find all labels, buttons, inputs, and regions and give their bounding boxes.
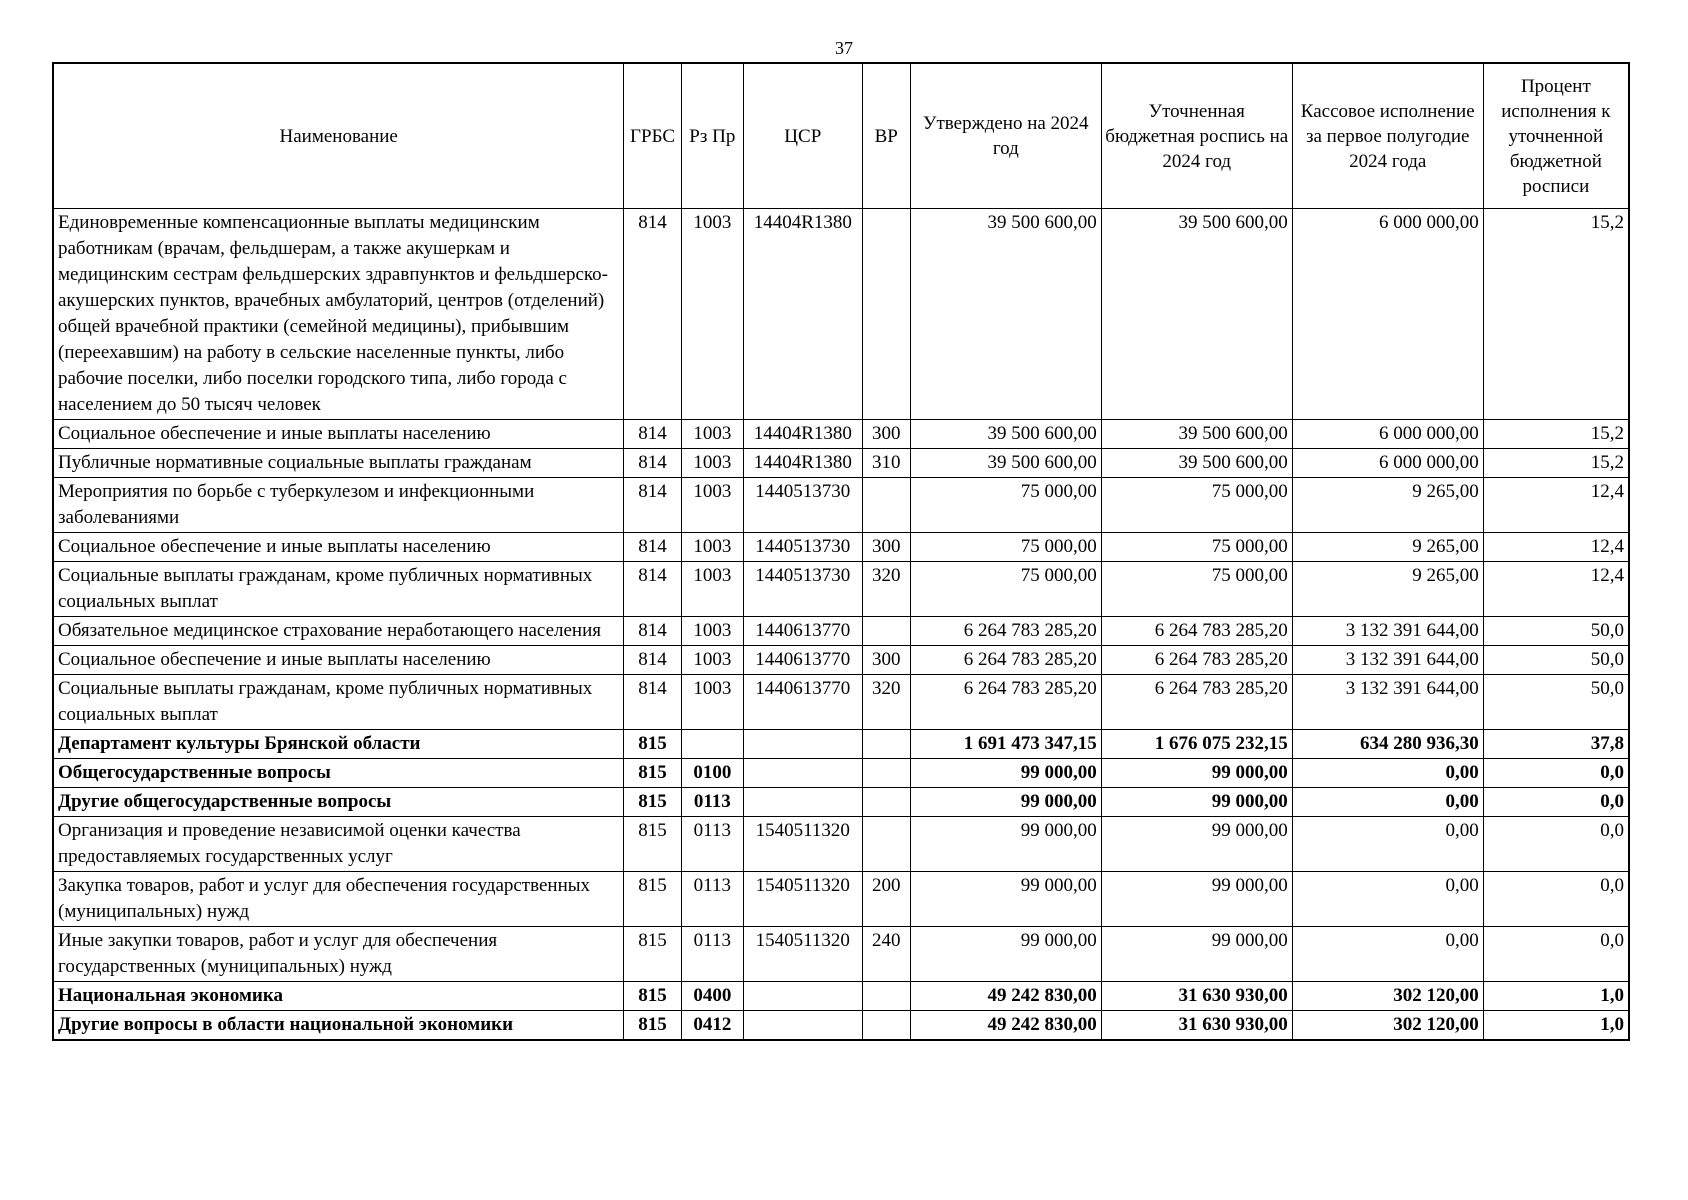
cell-cash: 3 132 391 644,00 xyxy=(1292,675,1483,730)
cell-refined: 6 264 783 285,20 xyxy=(1101,646,1292,675)
cell-cash: 634 280 936,30 xyxy=(1292,730,1483,759)
cell-vr xyxy=(862,617,910,646)
cell-csr: 1540511320 xyxy=(743,817,862,872)
cell-rzpr xyxy=(681,730,743,759)
cell-csr: 14404R1380 xyxy=(743,449,862,478)
table-row xyxy=(53,788,1629,817)
cell-rzpr: 1003 xyxy=(681,617,743,646)
cell-rzpr: 1003 xyxy=(681,562,743,617)
header-rzpr: Рз Пр xyxy=(681,63,743,209)
cell-vr: 310 xyxy=(862,449,910,478)
cell-cash: 9 265,00 xyxy=(1292,533,1483,562)
cell-percent: 0,0 xyxy=(1483,872,1629,927)
budget-table xyxy=(52,62,1630,1041)
cell-approved: 49 242 830,00 xyxy=(910,982,1101,1011)
table-row xyxy=(53,562,1629,617)
cell-grbs: 815 xyxy=(624,982,681,1011)
cell-percent: 1,0 xyxy=(1483,982,1629,1011)
cell-cash: 0,00 xyxy=(1292,788,1483,817)
cell-cash: 0,00 xyxy=(1292,927,1483,982)
table-row xyxy=(53,646,1629,675)
cell-name: Общегосударственные вопросы xyxy=(53,759,624,788)
table-row xyxy=(53,533,1629,562)
cell-cash: 9 265,00 xyxy=(1292,562,1483,617)
cell-csr xyxy=(743,788,862,817)
cell-csr: 1540511320 xyxy=(743,872,862,927)
cell-vr xyxy=(862,1011,910,1041)
header-csr: ЦСР xyxy=(743,63,862,209)
cell-refined: 75 000,00 xyxy=(1101,533,1292,562)
cell-percent: 0,0 xyxy=(1483,817,1629,872)
table-row xyxy=(53,675,1629,730)
cell-grbs: 814 xyxy=(624,420,681,449)
cell-name: Иные закупки товаров, работ и услуг для обеспечения государственных (муниципальных) нужд xyxy=(53,927,624,982)
cell-percent: 12,4 xyxy=(1483,533,1629,562)
cell-rzpr: 0113 xyxy=(681,927,743,982)
cell-grbs: 815 xyxy=(624,1011,681,1041)
cell-name: Мероприятия по борьбе с туберкулезом и инфекционными заболеваниями xyxy=(53,478,624,533)
cell-cash: 302 120,00 xyxy=(1292,982,1483,1011)
cell-cash: 6 000 000,00 xyxy=(1292,449,1483,478)
cell-percent: 12,4 xyxy=(1483,562,1629,617)
header-cash: Кассовое исполнение за первое полугодие 2024 года xyxy=(1292,63,1483,209)
cell-refined: 99 000,00 xyxy=(1101,788,1292,817)
cell-csr: 1440513730 xyxy=(743,562,862,617)
header-percent: Процент исполнения к уточненной бюджетной росписи xyxy=(1483,63,1629,209)
cell-refined: 6 264 783 285,20 xyxy=(1101,675,1292,730)
cell-percent: 0,0 xyxy=(1483,927,1629,982)
cell-rzpr: 1003 xyxy=(681,646,743,675)
cell-csr: 14404R1380 xyxy=(743,420,862,449)
cell-percent: 50,0 xyxy=(1483,675,1629,730)
cell-name: Публичные нормативные социальные выплаты гражданам xyxy=(53,449,624,478)
cell-approved: 6 264 783 285,20 xyxy=(910,617,1101,646)
cell-vr xyxy=(862,817,910,872)
cell-approved: 75 000,00 xyxy=(910,562,1101,617)
cell-grbs: 814 xyxy=(624,562,681,617)
cell-approved: 39 500 600,00 xyxy=(910,449,1101,478)
cell-refined: 31 630 930,00 xyxy=(1101,982,1292,1011)
cell-approved: 1 691 473 347,15 xyxy=(910,730,1101,759)
cell-rzpr: 1003 xyxy=(681,449,743,478)
cell-percent: 15,2 xyxy=(1483,449,1629,478)
table-row xyxy=(53,759,1629,788)
cell-name: Социальные выплаты гражданам, кроме публичных нормативных социальных выплат xyxy=(53,675,624,730)
cell-vr: 200 xyxy=(862,872,910,927)
cell-approved: 49 242 830,00 xyxy=(910,1011,1101,1041)
cell-name: Другие общегосударственные вопросы xyxy=(53,788,624,817)
cell-csr: 1440513730 xyxy=(743,478,862,533)
cell-csr xyxy=(743,982,862,1011)
cell-name: Закупка товаров, работ и услуг для обеспечения государственных (муниципальных) нужд xyxy=(53,872,624,927)
cell-grbs: 814 xyxy=(624,478,681,533)
cell-percent: 50,0 xyxy=(1483,646,1629,675)
cell-refined: 39 500 600,00 xyxy=(1101,420,1292,449)
cell-name: Социальное обеспечение и иные выплаты населению xyxy=(53,533,624,562)
cell-approved: 6 264 783 285,20 xyxy=(910,646,1101,675)
header-name: Наименование xyxy=(53,63,624,209)
cell-approved: 75 000,00 xyxy=(910,478,1101,533)
cell-cash: 6 000 000,00 xyxy=(1292,420,1483,449)
cell-name: Другие вопросы в области национальной экономики xyxy=(53,1011,624,1041)
cell-rzpr: 0113 xyxy=(681,817,743,872)
cell-approved: 99 000,00 xyxy=(910,788,1101,817)
cell-vr: 320 xyxy=(862,562,910,617)
cell-csr: 1440513730 xyxy=(743,533,862,562)
cell-vr xyxy=(862,982,910,1011)
cell-csr: 1440613770 xyxy=(743,675,862,730)
cell-vr: 240 xyxy=(862,927,910,982)
cell-grbs: 814 xyxy=(624,646,681,675)
cell-vr xyxy=(862,478,910,533)
cell-cash: 3 132 391 644,00 xyxy=(1292,646,1483,675)
cell-vr xyxy=(862,759,910,788)
cell-vr: 300 xyxy=(862,646,910,675)
header-refined: Уточненная бюджетная роспись на 2024 год xyxy=(1101,63,1292,209)
cell-name: Департамент культуры Брянской области xyxy=(53,730,624,759)
table-row xyxy=(53,617,1629,646)
cell-grbs: 815 xyxy=(624,817,681,872)
cell-csr: 1440613770 xyxy=(743,617,862,646)
cell-grbs: 815 xyxy=(624,872,681,927)
cell-grbs: 814 xyxy=(624,209,681,420)
table-row xyxy=(53,1011,1629,1041)
cell-vr: 320 xyxy=(862,675,910,730)
cell-refined: 1 676 075 232,15 xyxy=(1101,730,1292,759)
cell-rzpr: 1003 xyxy=(681,478,743,533)
cell-vr xyxy=(862,788,910,817)
cell-csr xyxy=(743,730,862,759)
cell-refined: 39 500 600,00 xyxy=(1101,449,1292,478)
table-row xyxy=(53,927,1629,982)
cell-name: Социальные выплаты гражданам, кроме публичных нормативных социальных выплат xyxy=(53,562,624,617)
cell-approved: 99 000,00 xyxy=(910,872,1101,927)
cell-percent: 1,0 xyxy=(1483,1011,1629,1041)
cell-approved: 99 000,00 xyxy=(910,759,1101,788)
header-approved: Утверждено на 2024 год xyxy=(910,63,1101,209)
cell-percent: 0,0 xyxy=(1483,759,1629,788)
cell-name: Социальное обеспечение и иные выплаты населению xyxy=(53,646,624,675)
cell-csr: 1440613770 xyxy=(743,646,862,675)
cell-cash: 0,00 xyxy=(1292,817,1483,872)
cell-name: Социальное обеспечение и иные выплаты населению xyxy=(53,420,624,449)
cell-vr xyxy=(862,209,910,420)
cell-cash: 3 132 391 644,00 xyxy=(1292,617,1483,646)
header-grbs: ГРБС xyxy=(624,63,681,209)
cell-rzpr: 0412 xyxy=(681,1011,743,1041)
cell-grbs: 814 xyxy=(624,533,681,562)
cell-percent: 15,2 xyxy=(1483,209,1629,420)
cell-rzpr: 0400 xyxy=(681,982,743,1011)
cell-refined: 99 000,00 xyxy=(1101,759,1292,788)
cell-refined: 99 000,00 xyxy=(1101,872,1292,927)
cell-grbs: 815 xyxy=(624,927,681,982)
cell-csr xyxy=(743,759,862,788)
cell-csr: 14404R1380 xyxy=(743,209,862,420)
cell-name: Национальная экономика xyxy=(53,982,624,1011)
cell-vr: 300 xyxy=(862,533,910,562)
cell-grbs: 815 xyxy=(624,759,681,788)
cell-grbs: 815 xyxy=(624,788,681,817)
cell-name: Обязательное медицинское страхование неработающего населения xyxy=(53,617,624,646)
table-row xyxy=(53,872,1629,927)
cell-refined: 39 500 600,00 xyxy=(1101,209,1292,420)
cell-grbs: 814 xyxy=(624,617,681,646)
cell-name: Организация и проведение независимой оценки качества предоставляемых государственных услуг xyxy=(53,817,624,872)
cell-vr xyxy=(862,730,910,759)
cell-approved: 39 500 600,00 xyxy=(910,420,1101,449)
cell-percent: 15,2 xyxy=(1483,420,1629,449)
cell-grbs: 814 xyxy=(624,449,681,478)
cell-rzpr: 0100 xyxy=(681,759,743,788)
cell-refined: 99 000,00 xyxy=(1101,817,1292,872)
table-row xyxy=(53,478,1629,533)
cell-cash: 6 000 000,00 xyxy=(1292,209,1483,420)
table-row xyxy=(53,982,1629,1011)
cell-approved: 6 264 783 285,20 xyxy=(910,675,1101,730)
cell-name: Единовременные компенсационные выплаты медицинским работникам (врачам, фельдшерам, а также акушеркам и медицинским сестрам фельдшерских здравпунктов и фельдшерско-акушерских пунктов, врачебных амбулаторий, центров (отделений) общей врачебной практики (семейной медицины), прибывшим (переехавшим) на работу в сельские населенные пункты, либо рабочие поселки, либо поселки городского типа, либо города с населением до 50 тысяч человек xyxy=(53,209,624,420)
cell-refined: 75 000,00 xyxy=(1101,478,1292,533)
cell-vr: 300 xyxy=(862,420,910,449)
header-row xyxy=(53,63,1629,209)
cell-cash: 0,00 xyxy=(1292,872,1483,927)
cell-percent: 50,0 xyxy=(1483,617,1629,646)
header-vr: ВР xyxy=(862,63,910,209)
table-row xyxy=(53,420,1629,449)
cell-approved: 75 000,00 xyxy=(910,533,1101,562)
cell-rzpr: 0113 xyxy=(681,872,743,927)
cell-cash: 302 120,00 xyxy=(1292,1011,1483,1041)
cell-rzpr: 1003 xyxy=(681,533,743,562)
cell-rzpr: 1003 xyxy=(681,209,743,420)
cell-rzpr: 1003 xyxy=(681,675,743,730)
table-row xyxy=(53,449,1629,478)
cell-rzpr: 1003 xyxy=(681,420,743,449)
cell-percent: 12,4 xyxy=(1483,478,1629,533)
table-row xyxy=(53,817,1629,872)
cell-approved: 99 000,00 xyxy=(910,817,1101,872)
cell-refined: 6 264 783 285,20 xyxy=(1101,617,1292,646)
cell-rzpr: 0113 xyxy=(681,788,743,817)
cell-percent: 37,8 xyxy=(1483,730,1629,759)
table-row xyxy=(53,209,1629,420)
cell-cash: 0,00 xyxy=(1292,759,1483,788)
cell-csr xyxy=(743,1011,862,1041)
cell-approved: 99 000,00 xyxy=(910,927,1101,982)
cell-percent: 0,0 xyxy=(1483,788,1629,817)
cell-grbs: 815 xyxy=(624,730,681,759)
cell-csr: 1540511320 xyxy=(743,927,862,982)
cell-cash: 9 265,00 xyxy=(1292,478,1483,533)
cell-approved: 39 500 600,00 xyxy=(910,209,1101,420)
page-number: 37 xyxy=(835,38,853,58)
cell-refined: 99 000,00 xyxy=(1101,927,1292,982)
cell-refined: 31 630 930,00 xyxy=(1101,1011,1292,1041)
cell-grbs: 814 xyxy=(624,675,681,730)
cell-refined: 75 000,00 xyxy=(1101,562,1292,617)
table-row xyxy=(53,730,1629,759)
